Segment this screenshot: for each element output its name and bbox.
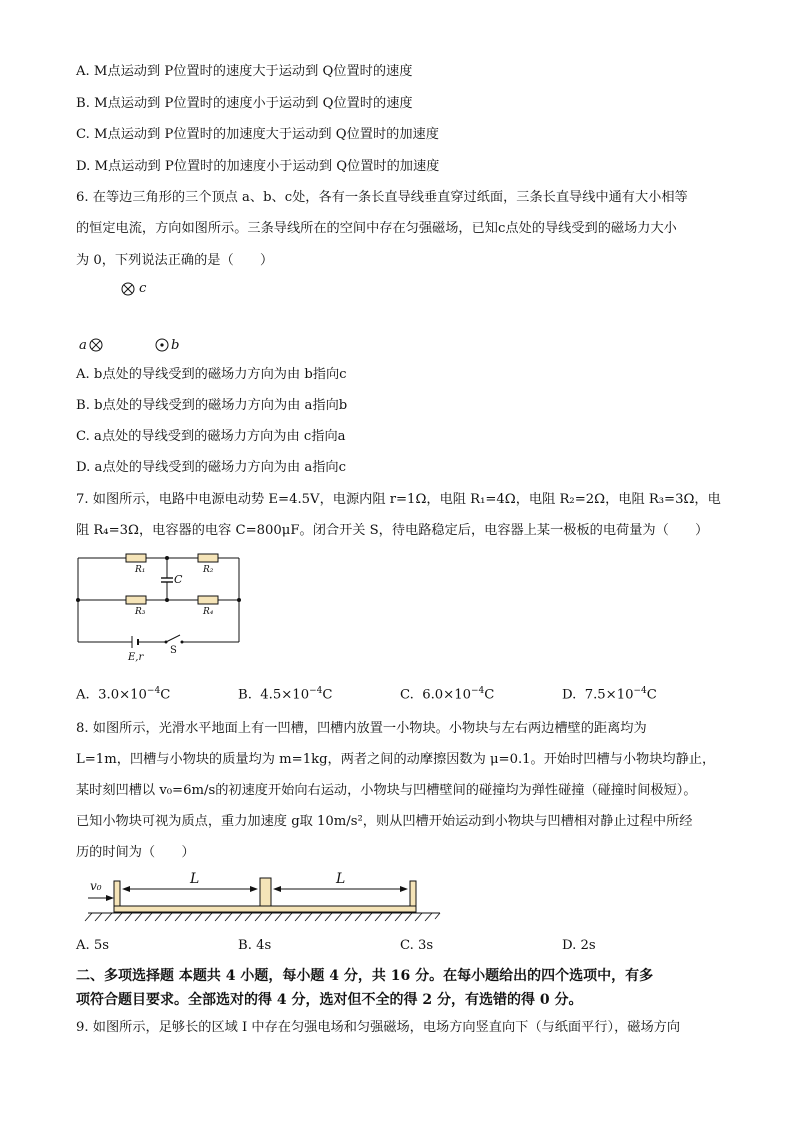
small-block — [260, 878, 271, 906]
q7-stem-line-2: 阻 R₄=3Ω，电容器的电容 C=800μF。闭合开关 S，待电路稳定后，电容器上某一极板的电荷量为（ ） — [76, 523, 709, 538]
q5-option-a: A. M点运动到 P位置时的速度大于运动到 Q位置时的速度 — [76, 64, 413, 79]
q8-option-b: B. 4s — [238, 938, 272, 953]
q7-option-b: B. $4.5\times 10^{-4}C$ — [238, 686, 333, 703]
q6-label-b: b — [171, 338, 180, 353]
q6-option-b: B. b点处的导线受到的磁场力方向为由 a指向b — [76, 398, 348, 413]
q8-option-c: C. 3s — [400, 938, 434, 953]
q6-label-a: a — [79, 338, 87, 353]
q6-option-d: D. a点处的导线受到的磁场力方向为由 a指向c — [76, 460, 346, 475]
q6-stem-line-3: 为 0，下列说法正确的是（ ） — [76, 253, 274, 268]
q7-option-d: D. $7.5\times 10^{-4}C$ — [562, 686, 657, 703]
wire-c-into-page-icon — [122, 283, 134, 295]
q8-stem-line-4: 已知小物块可视为质点，重力加速度 g取 10m/s²，则从凹槽开始运动到小物块与凹槽相对静止过程中所经 — [76, 814, 693, 829]
q8-stem-line-3: 某时刻凹槽以 v₀=6m/s的初速度开始向右运动，小物块与凹槽壁间的碰撞均为弹性碰撞（碰撞时间极短）。 — [76, 783, 697, 798]
q7-label-source: E,r — [128, 652, 144, 663]
q7-label-r3: R₃ — [135, 607, 146, 617]
q6-stem-line-2: 的恒定电流，方向如图所示。三条导线所在的空间中存在匀强磁场，已知c点处的导线受到的磁场力大小 — [76, 221, 677, 236]
q5-option-c: C. M点运动到 P位置时的加速度大于运动到 Q位置时的加速度 — [76, 127, 439, 142]
q7-label-r4: R₄ — [203, 607, 214, 617]
q9-stem-line-1: 9. 如图所示，足够长的区域 I 中存在匀强电场和匀强磁场，电场方向竖直向下（与纸面平行），磁场方向 — [76, 1020, 681, 1035]
q5-option-d: D. M点运动到 P位置时的加速度小于运动到 Q位置时的加速度 — [76, 159, 440, 174]
q8-stem-line-1: 8. 如图所示，光滑水平地面上有一凹槽，凹槽内放置一小物块。小物块与左右两边槽壁的距离均为 — [76, 721, 647, 736]
q8-groove-figure — [84, 870, 444, 930]
q6-option-a: A. b点处的导线受到的磁场力方向为由 b指向c — [76, 367, 347, 382]
q7-label-switch: S — [170, 645, 177, 656]
q7-option-a: A. $3.0\times 10^{-4}C$ — [76, 686, 171, 703]
q5-option-b: B. M点运动到 P位置时的速度小于运动到 Q位置时的速度 — [76, 96, 413, 111]
q7-stem-line-1: 7. 如图所示，电路中电源电动势 E=4.5V，电源内阻 r=1Ω，电阻 R₁=4Ω，电阻 R₂=2Ω，电阻 R₃=3Ω，电 — [76, 492, 721, 507]
q8-option-d: D. 2s — [562, 938, 596, 953]
q7-label-r1: R₁ — [135, 565, 146, 575]
q8-stem-line-5: 历的时间为（ ） — [76, 845, 195, 860]
wire-b-out-of-page-icon — [156, 339, 168, 351]
section2-title-line-2: 项符合题目要求。全部选对的得 4 分，选对但不全的得 2 分，有选错的得 0 分。 — [76, 992, 583, 1008]
q7-circuit-diagram — [74, 550, 244, 660]
q8-label-l-right: L — [336, 871, 346, 887]
groove-bottom — [114, 906, 416, 912]
q8-option-a: A. 5s — [76, 938, 110, 953]
q7-label-r2: R₂ — [203, 565, 214, 575]
section2-title-line-1: 二、多项选择题 本题共 4 小题，每小题 4 分，共 16 分。在每小题给出的四个选项中，有多 — [76, 968, 654, 984]
q6-label-c: c — [139, 281, 147, 296]
q6-option-c: C. a点处的导线受到的磁场力方向为由 c指向a — [76, 429, 346, 444]
q8-label-v0: v₀ — [90, 879, 102, 893]
q6-wire-figure — [110, 278, 230, 358]
q7-label-capacitor: C — [174, 573, 183, 586]
q7-option-c: C. $6.0\times 10^{-4}C$ — [400, 686, 495, 703]
q8-label-l-left: L — [190, 871, 200, 887]
switch-lever — [166, 635, 180, 642]
q6-stem-line-1: 6. 在等边三角形的三个顶点 a、b、c处，各有一条长直导线垂直穿过纸面，三条长直导线中通有大小相等 — [76, 190, 688, 205]
q8-stem-line-2: L=1m，凹槽与小物块的质量均为 m=1kg，两者之间的动摩擦因数为 μ=0.1。开始时凹槽与小物块均静止， — [76, 752, 716, 767]
